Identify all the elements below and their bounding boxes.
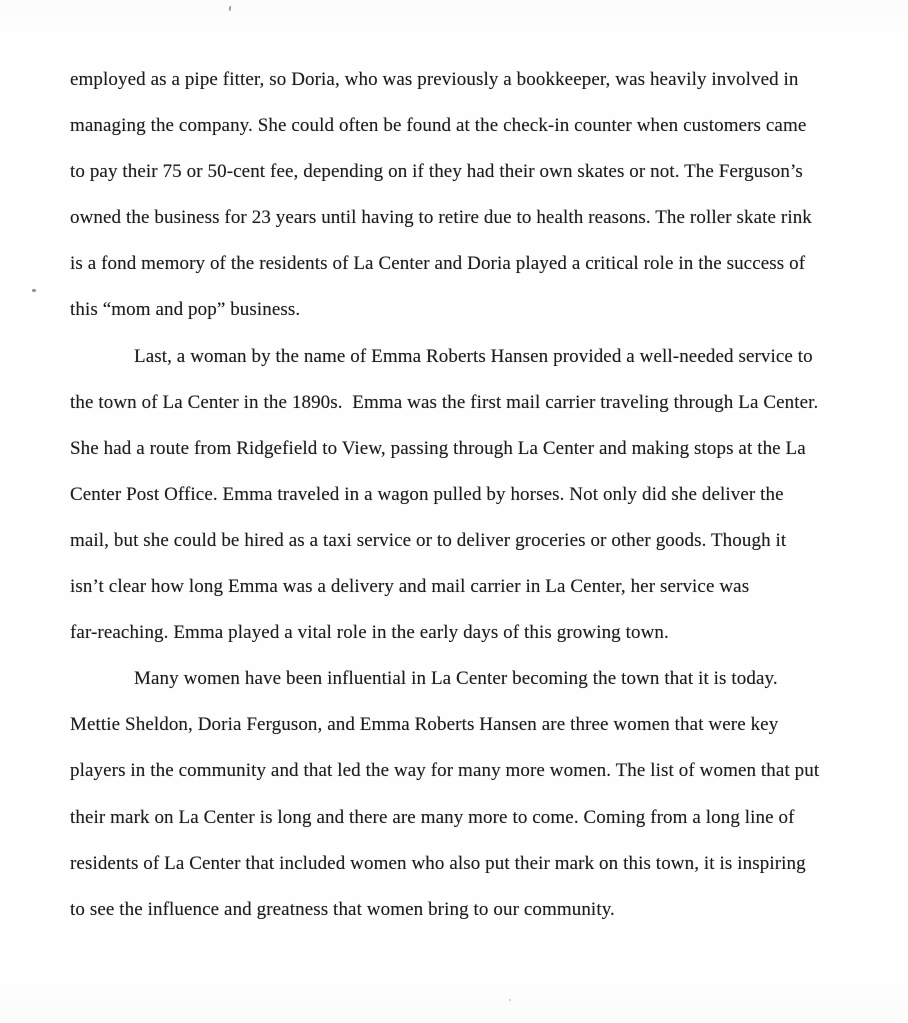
scan-speck-left-margin: [32, 289, 36, 292]
text-line: employed as a pipe fitter, so Doria, who was previously a bookkeeper, was heavily involved in: [70, 69, 799, 90]
paragraph-doria-ferguson: [70, 57, 888, 334]
text-line: far-reaching. Emma played a vital role in the early days of this growing town.: [70, 622, 669, 644]
text-line: their mark on La Center is long and there are many more to come. Coming from a long line of: [70, 806, 795, 828]
text-line: this “mom and pop” business.: [70, 299, 301, 321]
text-line: mail, but she could be hired as a taxi service or to deliver groceries or other goods. Though it: [70, 529, 787, 551]
text-line: Center Post Office. Emma traveled in a wagon pulled by horses. Not only did she deliver the: [70, 483, 784, 505]
text-line: owned the business for 23 years until having to retire due to health reasons. The roller skate rink: [70, 207, 812, 229]
text-line: to see the influence and greatness that women bring to our community.: [70, 898, 615, 920]
essay-text-block: [70, 57, 888, 933]
scan-speck-top: [229, 6, 232, 11]
text-line: the town of La Center in the 1890s. Emma was the first mail carrier traveling through La Center.: [70, 391, 819, 413]
text-line: players in the community and that led the way for many more women. The list of women that put: [70, 760, 820, 782]
paragraph-emma-roberts-hansen: [70, 334, 888, 657]
text-line: managing the company. She could often be found at the check-in counter when customers came: [70, 115, 807, 137]
text-line: Many women have been influential in La Center becoming the town that it is today.: [134, 668, 778, 690]
text-line: Mettie Sheldon, Doria Ferguson, and Emma Roberts Hansen are three women that were key: [70, 714, 779, 736]
scan-speck-bottom: [509, 999, 511, 1001]
text-line: residents of La Center that included women who also put their mark on this town, it is inspiring: [70, 852, 806, 874]
text-line: She had a route from Ridgefield to View, passing through La Center and making stops at the La: [70, 437, 806, 459]
text-line: isn’t clear how long Emma was a delivery and mail carrier in La Center, her service was: [70, 576, 750, 598]
paragraph-conclusion: [70, 656, 888, 933]
text-line: to pay their 75 or 50-cent fee, depending on if they had their own skates or not. The Ferguson’s: [70, 161, 803, 183]
text-line: Last, a woman by the name of Emma Roberts Hansen provided a well-needed service to: [134, 345, 813, 367]
text-line: is a fond memory of the residents of La Center and Doria played a critical role in the success of: [70, 253, 806, 275]
